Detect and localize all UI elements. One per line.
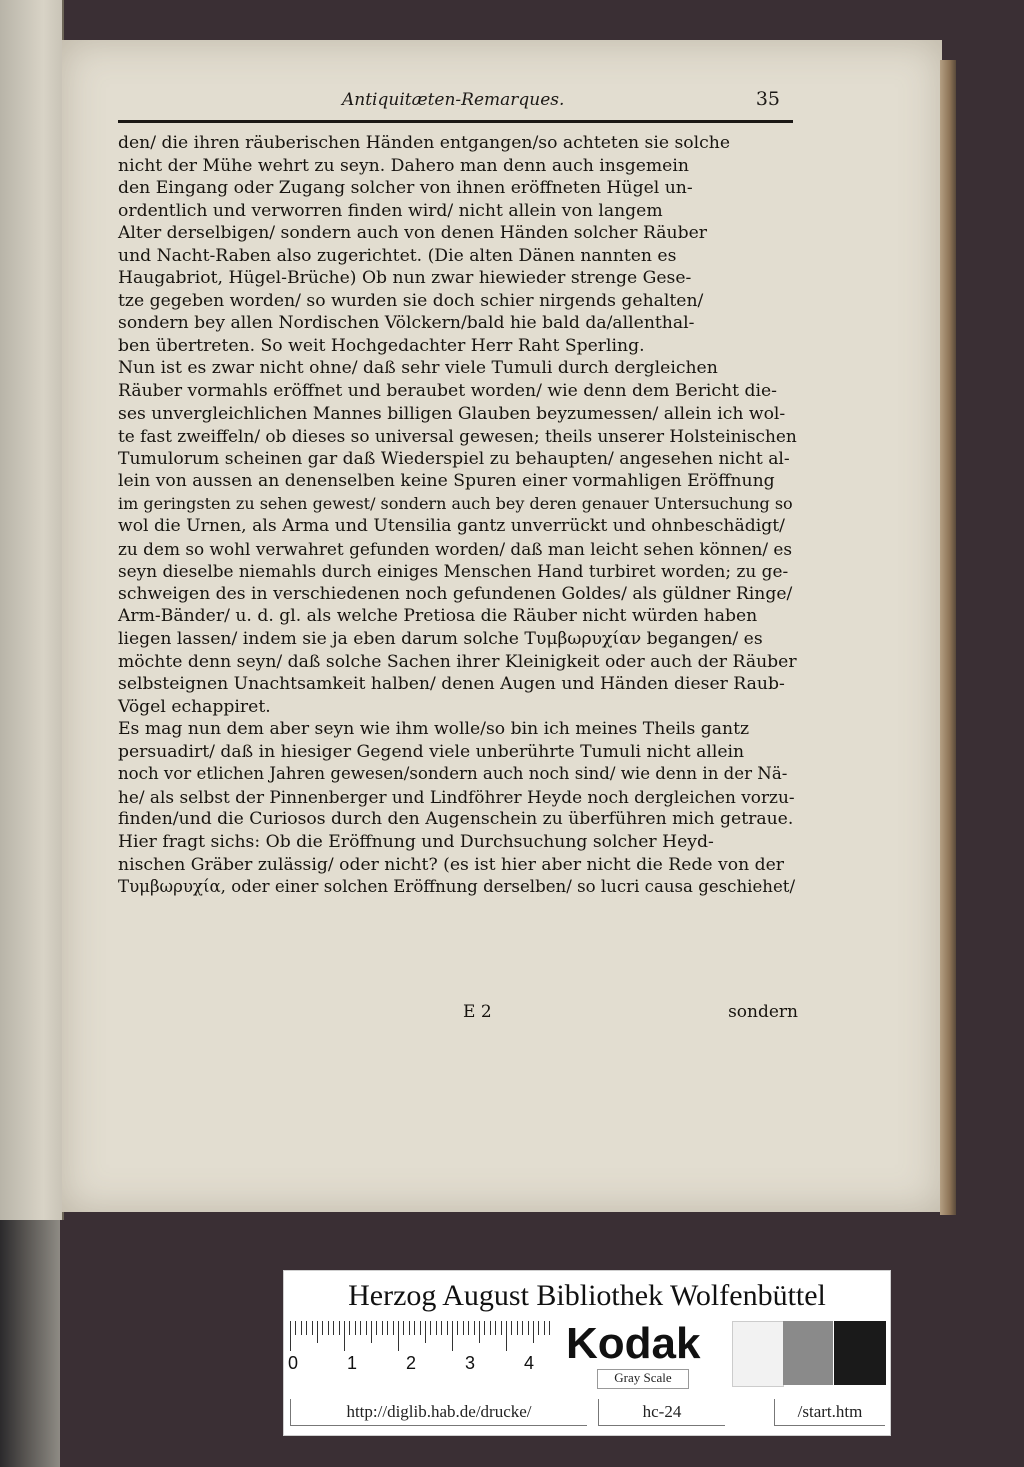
signature-mark: E 2 bbox=[463, 1002, 492, 1022]
ruler-tick bbox=[355, 1321, 356, 1335]
ruler-tick bbox=[420, 1321, 421, 1335]
url-base: http://diglib.hab.de/drucke/ bbox=[290, 1399, 587, 1426]
body-text bbox=[118, 132, 798, 899]
page-edge bbox=[940, 60, 956, 1215]
ruler-tick bbox=[484, 1321, 485, 1335]
text-line: persuadirt/ daß in hiesiger Gegend viele unberührte Tumuli nicht allein bbox=[118, 741, 745, 762]
ruler-tick bbox=[501, 1321, 502, 1335]
text-line: sondern bey allen Nordischen Völckern/bald hie bald da/allenthal- bbox=[118, 313, 695, 334]
ruler-tick bbox=[436, 1321, 437, 1335]
text-line: he/ als selbst der Pinnenberger und Lindföhrer Heyde noch dergleichen vorzu- bbox=[118, 786, 795, 807]
ruler-tick bbox=[430, 1321, 431, 1335]
text-line: seyn dieselbe niemahls durch einiges Menschen Hand turbiret worden; zu ge- bbox=[118, 561, 789, 582]
ruler-label: 1 bbox=[347, 1353, 358, 1373]
ruler-tick bbox=[528, 1321, 529, 1335]
ruler-tick bbox=[479, 1321, 480, 1343]
ruler-tick bbox=[317, 1321, 318, 1343]
kodak-logo: Kodak bbox=[566, 1319, 701, 1368]
ruler-tick bbox=[474, 1321, 475, 1335]
catchword: sondern bbox=[728, 1002, 798, 1022]
text-line: ben übertreten. So weit Hochgedachter Herr Raht Sperling. bbox=[118, 335, 645, 356]
ruler-tick bbox=[495, 1321, 496, 1335]
text-line: Arm-Bänder/ u. d. gl. als welche Pretiosa die Räuber nicht würden haben bbox=[118, 606, 758, 627]
ruler-tick bbox=[333, 1321, 334, 1335]
ruler-tick bbox=[522, 1321, 523, 1335]
ruler-tick bbox=[360, 1321, 361, 1335]
text-line: nischen Gräber zulässig/ oder nicht? (es ist hier aber nicht die Rede von der bbox=[118, 854, 785, 875]
text-line: ordentlich und verworren finden wird/ nicht allein von langem bbox=[118, 200, 663, 221]
url-page: /start.htm bbox=[774, 1399, 885, 1426]
ruler-tick bbox=[447, 1321, 448, 1335]
page-number: 35 bbox=[755, 88, 780, 110]
text-line: Τυμβωρυχία, oder einer solchen Eröffnung derselben/ so lucri causa geschiehet/ bbox=[118, 877, 796, 897]
ruler-tick bbox=[301, 1321, 302, 1335]
ruler-tick bbox=[452, 1321, 453, 1351]
text-line: möchte denn seyn/ daß solche Sachen ihrer Kleinigkeit oder auch der Räuber bbox=[118, 651, 797, 672]
text-line: den/ die ihren räuberischen Händen entgangen/so achteten sie solche bbox=[118, 133, 731, 153]
ruler-label: 4 bbox=[524, 1353, 535, 1373]
text-line: wol die Urnen, als Arma und Utensilia gantz unverrückt und ohnbeschädigt/ bbox=[118, 516, 785, 537]
ruler-tick bbox=[295, 1321, 296, 1335]
ruler-tick bbox=[425, 1321, 426, 1343]
ruler-tick bbox=[457, 1321, 458, 1335]
ruler-tick bbox=[549, 1321, 550, 1335]
ruler-tick bbox=[312, 1321, 313, 1335]
ruler-tick bbox=[414, 1321, 415, 1335]
running-head-title: Antiquitæten-Remarques. bbox=[342, 90, 565, 110]
ruler-tick bbox=[409, 1321, 410, 1335]
ruler-tick bbox=[544, 1321, 545, 1335]
text-line: Nun ist es zwar nicht ohne/ daß sehr viele Tumuli durch dergleichen bbox=[118, 358, 718, 379]
text-line: den Eingang oder Zugang solcher von ihnen eröffneten Hügel un- bbox=[118, 178, 693, 199]
ruler-tick bbox=[468, 1321, 469, 1335]
text-line: schweigen des in verschiedenen noch gefundenen Goldes/ als güldner Ringe/ bbox=[118, 583, 793, 604]
ruler-tick bbox=[349, 1321, 350, 1335]
ruler-tick bbox=[344, 1321, 345, 1351]
text-line: Räuber vormahls eröffnet und beraubet worden/ wie denn dem Bericht die- bbox=[118, 381, 777, 402]
ruler-label: 2 bbox=[406, 1353, 417, 1373]
ruler-tick bbox=[393, 1321, 394, 1335]
text-line: Tumulorum scheinen gar daß Wiederspiel zu behaupten/ angesehen nicht al- bbox=[118, 448, 790, 469]
gray-swatch-black bbox=[834, 1321, 886, 1385]
ruler-tick bbox=[306, 1321, 307, 1335]
ruler-tick bbox=[517, 1321, 518, 1335]
ruler-tick bbox=[490, 1321, 491, 1335]
text-line: Hier fragt sichs: Ob die Eröffnung und Durchsuchung solcher Heyd- bbox=[118, 831, 714, 852]
facing-page-edge bbox=[0, 0, 64, 1220]
gray-scale-label: Gray Scale bbox=[597, 1369, 689, 1389]
text-line: im geringsten zu sehen gewest/ sondern auch bey deren genauer Untersuchung so bbox=[118, 493, 793, 513]
ruler-tick bbox=[463, 1321, 464, 1335]
ruler-tick bbox=[403, 1321, 404, 1335]
institution-name: Herzog August Bibliothek Wolfenbüttel bbox=[348, 1279, 826, 1312]
ruler-tick bbox=[376, 1321, 377, 1335]
ruler-tick bbox=[511, 1321, 512, 1335]
gray-swatch-mid bbox=[783, 1321, 833, 1385]
ruler-tick bbox=[538, 1321, 539, 1335]
ruler-tick bbox=[382, 1321, 383, 1335]
ruler-tick bbox=[506, 1321, 507, 1351]
text-line: zu dem so wohl verwahret gefunden worden/ daß man leicht sehen können/ es bbox=[118, 538, 793, 559]
ruler-tick bbox=[322, 1321, 323, 1335]
ruler-tick bbox=[290, 1321, 291, 1351]
ruler-tick bbox=[533, 1321, 534, 1343]
text-line: nicht der Mühe wehrt zu seyn. Dahero man denn auch insgemein bbox=[118, 155, 689, 176]
text-line: lein von aussen an denenselben keine Spuren einer vormahligen Eröffnung bbox=[118, 471, 775, 492]
page-footer bbox=[118, 1002, 798, 1028]
text-line: Haugabriot, Hügel-Brüche) Ob nun zwar hiewieder strenge Gese- bbox=[118, 268, 692, 289]
running-head bbox=[80, 90, 800, 118]
ruler-tick bbox=[339, 1321, 340, 1335]
gray-swatch-white bbox=[732, 1321, 784, 1387]
text-line: te fast zweiffeln/ ob dieses so universal gewesen; theils unserer Holsteinischen bbox=[118, 426, 797, 447]
text-line: Es mag nun dem aber seyn wie ihm wolle/so bin ich meines Theils gantz bbox=[118, 719, 750, 740]
text-line: tze gegeben worden/ so wurden sie doch schier nirgends gehalten/ bbox=[118, 290, 704, 311]
ruler-label: 3 bbox=[465, 1353, 476, 1373]
ruler-tick bbox=[328, 1321, 329, 1335]
text-line: selbsteignen Unachtsamkeit halben/ denen Augen und Händen dieser Raub- bbox=[118, 674, 785, 695]
shelfmark: hc-24 bbox=[598, 1399, 725, 1426]
text-line: und Nacht-Raben also zugerichtet. (Die alten Dänen nannten es bbox=[118, 245, 677, 266]
text-line: finden/und die Curiosos durch den Augenschein zu überführen mich getraue. bbox=[118, 809, 794, 830]
scale-ruler bbox=[290, 1321, 564, 1375]
text-line: Vögel echappiret. bbox=[118, 696, 271, 717]
text-line: liegen lassen/ indem sie ja eben darum solche Τυμβωρυχίαν begangen/ es bbox=[118, 629, 763, 650]
header-rule bbox=[118, 120, 793, 123]
ruler-label: 0 bbox=[288, 1353, 299, 1373]
text-line: noch vor etlichen Jahren gewesen/sondern auch noch sind/ wie denn in der Nä- bbox=[118, 764, 788, 784]
ruler-tick bbox=[398, 1321, 399, 1351]
library-scan-card bbox=[283, 1270, 891, 1436]
text-line: Alter derselbigen/ sondern auch von denen Händen solcher Räuber bbox=[118, 223, 707, 244]
ruler-tick bbox=[371, 1321, 372, 1343]
ruler-tick bbox=[366, 1321, 367, 1335]
ruler-tick bbox=[441, 1321, 442, 1335]
ruler-tick bbox=[387, 1321, 388, 1335]
text-line: ses unvergleichlichen Mannes billigen Glauben beyzumessen/ allein ich wol- bbox=[118, 403, 786, 424]
